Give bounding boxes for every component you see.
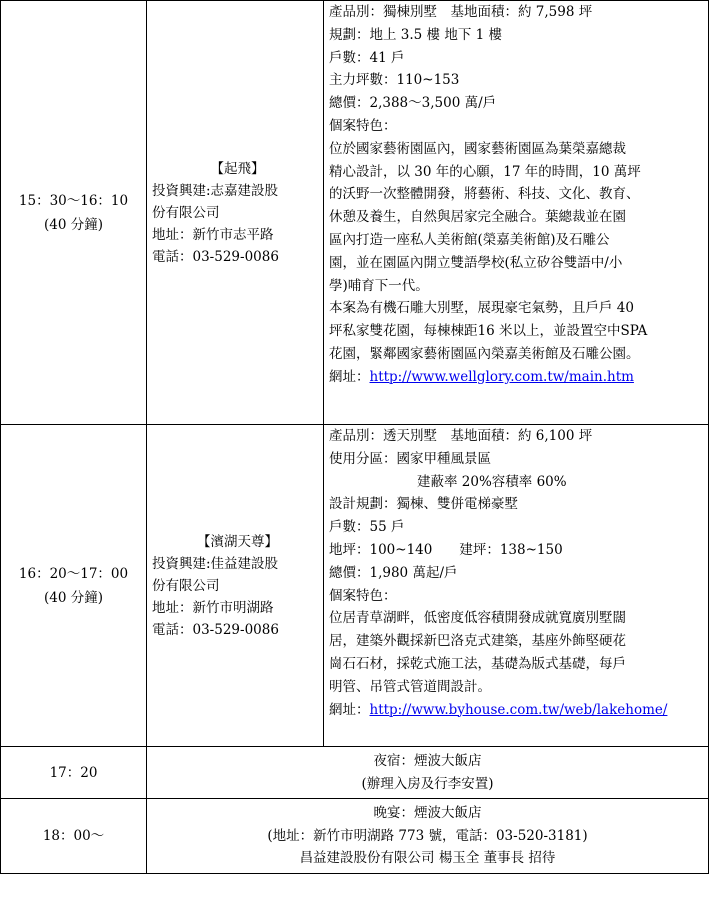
project-title: 【起飛】 (210, 160, 265, 177)
detail-line: 設計規劃：獨棟、雙併電梯豪墅 (329, 496, 518, 513)
website-link[interactable]: http://www.wellglory.com.tw/main.htm (369, 368, 634, 385)
time-cell (1, 799, 147, 874)
url-label: 網址： (329, 368, 370, 385)
company-address: 地址：新竹市明湖路 (152, 599, 274, 616)
dinner-cell (147, 799, 709, 874)
time-cell (1, 747, 147, 799)
detail-line: 個案特色： (329, 587, 397, 604)
schedule-row-checkin (1, 747, 709, 799)
schedule-row-dinner (1, 799, 709, 874)
detail-line: 戶數：41 戶 (329, 49, 405, 66)
detail-line: 產品別：透天別墅 基地面積：約 6,100 坪 (329, 428, 593, 444)
detail-line: 坪私家雙花園，每棟棟距16 米以上，並設置空中SPA (329, 323, 648, 340)
company-phone: 電話：03-529-0086 (152, 248, 279, 265)
time-cell (1, 425, 147, 747)
company-line: 份有限公司 (152, 577, 220, 594)
detail-line: 區內打造一座私人美術館(榮嘉美術館)及石雕公 (329, 231, 610, 248)
detail-line: 個案特色： (329, 117, 397, 134)
detail-line: 休憩及養生，自然與居家完全融合。葉總裁並在園 (329, 209, 626, 226)
website-link[interactable]: http://www.byhouse.com.tw/web/lakehome/ (369, 701, 668, 718)
time-range: 15：30～16：10 (18, 192, 129, 209)
dinner-address: (地址：新竹市明湖路 773 號，電話：03-520-3181) (267, 827, 588, 844)
lodging-line: 夜宿：煙波大飯店 (373, 753, 482, 769)
url-label: 網址： (329, 701, 370, 718)
company-address: 地址：新竹市志平路 (152, 226, 274, 243)
detail-line: 的沃野一次整體開發，將藝術、科技、文化、教育、 (329, 186, 640, 203)
company-phone: 電話：03-529-0086 (152, 621, 279, 638)
detail-line: 產品別：獨棟別墅 基地面積：約 7,598 坪 (329, 4, 593, 20)
time-range: 16：20～17：00 (18, 565, 129, 582)
company-line: 份有限公司 (152, 204, 220, 221)
detail-line: 花園，緊鄰國家藝術園區內榮嘉美術館及石雕公園。 (329, 345, 640, 362)
duration: (40 分鐘) (43, 589, 103, 606)
detail-line: 總價：2,388～3,500 萬/戶 (329, 95, 497, 112)
detail-line: 建蔽率 20%容積率 60% (417, 473, 567, 490)
details-cell (324, 1, 709, 425)
company-cell (147, 425, 324, 747)
detail-line: 戶數：55 戶 (329, 519, 405, 536)
detail-line: 位居青草湖畔，低密度低容積開發成就寬廣別墅闊 (329, 610, 626, 627)
company-line: 投資興建:志嘉建設股 (152, 182, 279, 199)
detail-line: 崗石石材，採乾式施工法，基礎為版式基礎，每戶 (329, 655, 626, 672)
url-line (329, 366, 706, 389)
url-line (329, 699, 706, 722)
detail-line: 精心設計，以 30 年的心願，17 年的時間，10 萬坪 (329, 163, 641, 180)
detail-line: 使用分區：國家甲種風景區 (329, 450, 491, 467)
time-cell (1, 1, 147, 425)
company-cell (147, 1, 324, 425)
time-range: 17：20 (49, 764, 98, 781)
company-line: 投資興建:佳益建設股 (152, 555, 279, 572)
schedule-row-qifei (1, 1, 709, 425)
detail-line: 地坪：100~140 建坪：138~150 (329, 541, 563, 558)
detail-line: 總價：1,980 萬起/戶 (329, 564, 458, 581)
project-title: 【濱湖天尊】 (197, 533, 278, 550)
schedule-row-binhu (1, 425, 709, 747)
dinner-venue: 晚宴：煙波大飯店 (373, 805, 482, 822)
detail-line: 本案為有機石雕大別墅，展現豪宅氣勢，且戶戶 40 (329, 300, 634, 317)
checkin-cell (147, 747, 709, 799)
time-range: 18：00～ (42, 828, 105, 844)
details-cell (324, 425, 709, 747)
detail-line: 位於國家藝術園區內，國家藝術園區為葉榮嘉總裁 (329, 140, 626, 157)
detail-line: 居，建築外觀採新巴洛克式建築，基座外飾堅硬花 (329, 633, 626, 650)
duration: (40 分鐘) (43, 216, 103, 233)
detail-line: 學)哺育下一代。 (329, 277, 429, 294)
detail-line: 規劃：地上 3.5 樓 地下 1 樓 (329, 26, 503, 43)
detail-line: 明管、吊管式管道間設計。 (329, 678, 491, 695)
dinner-host: 昌益建設股份有限公司 楊玉全 董事長 招待 (299, 850, 556, 867)
checkin-note: (辦理入房及行李安置) (361, 775, 494, 792)
detail-line: 園，並在園區內開立雙語學校(私立矽谷雙語中/小 (329, 254, 623, 271)
detail-line: 主力坪數：110~153 (329, 72, 460, 89)
